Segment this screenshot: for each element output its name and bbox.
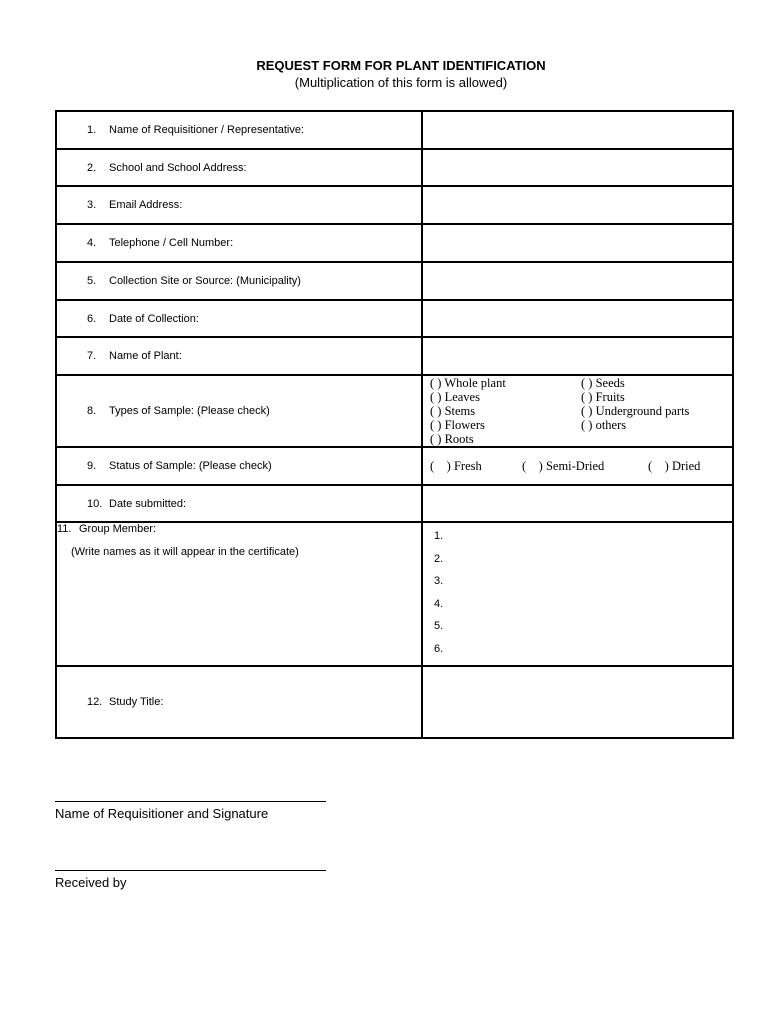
plant-name-field[interactable] xyxy=(422,337,733,375)
checkbox-seeds[interactable]: ( ) Seeds xyxy=(581,376,625,390)
member-line-6[interactable]: 6. xyxy=(434,642,444,655)
study-title-field[interactable] xyxy=(422,666,733,738)
checkbox-whole-plant[interactable]: ( ) Whole plant xyxy=(430,376,506,390)
sample-status-options xyxy=(422,447,733,485)
member-line-3[interactable]: 3. xyxy=(434,575,444,587)
table-row: 11. Group Member: (Write names as it will appear in the certificate) 1. 2. 3. 4. 5. 6. xyxy=(56,522,733,666)
sample-type-options xyxy=(422,375,733,447)
form-title: REQUEST FORM FOR PLANT IDENTIFICATION xyxy=(256,58,546,73)
table-row: 3. Email Address: xyxy=(56,186,733,224)
form-subtitle: (Multiplication of this form is allowed) xyxy=(294,75,508,90)
table-row: 6. Date of Collection: xyxy=(56,300,733,337)
table-row: 4. Telephone / Cell Number: xyxy=(56,224,733,262)
requisitioner-signature-label: Name of Requisitioner and Signature xyxy=(55,806,269,821)
row-label: Name of Requisitioner / Representative: xyxy=(109,124,305,136)
checkbox-underground-parts[interactable]: ( ) Underground parts xyxy=(581,404,690,418)
request-form-table xyxy=(55,110,734,739)
member-line-4[interactable]: 4. xyxy=(434,597,444,610)
member-line-1[interactable]: 1. xyxy=(434,530,444,542)
row-label: Telephone / Cell Number: xyxy=(109,237,234,249)
table-row: 10. Date submitted: xyxy=(56,485,733,522)
received-by-line[interactable] xyxy=(55,870,326,871)
row-label: Email Address: xyxy=(109,199,183,211)
row-label: Name of Plant: xyxy=(109,350,182,362)
checkbox-flowers[interactable]: ( ) Flowers xyxy=(430,418,485,432)
row-label: School and School Address: xyxy=(109,161,247,174)
checkbox-semi-dried[interactable]: ( ) Semi-Dried xyxy=(522,458,605,473)
signature-line[interactable] xyxy=(55,801,326,802)
requisitioner-name-field[interactable] xyxy=(422,111,733,149)
row-label: Status of Sample: (Please check) xyxy=(109,460,272,472)
row-label: Group Member: xyxy=(79,523,157,535)
row-label: Types of Sample: (Please check) xyxy=(109,405,270,417)
member-line-5[interactable]: 5. xyxy=(434,620,444,632)
checkbox-stems[interactable]: ( ) Stems xyxy=(430,404,476,418)
checkbox-leaves[interactable]: ( ) Leaves xyxy=(430,390,480,404)
table-row: 12. Study Title: xyxy=(56,666,733,738)
date-submitted-field[interactable] xyxy=(422,485,733,522)
checkbox-fruits[interactable]: ( ) Fruits xyxy=(581,390,625,404)
row-label: Study Title: xyxy=(109,696,164,708)
table-row: 1. Name of Requisitioner / Representative: xyxy=(56,111,733,149)
telephone-field[interactable] xyxy=(422,224,733,262)
checkbox-others[interactable]: ( ) others xyxy=(581,418,627,432)
checkbox-dried[interactable]: ( ) Dried xyxy=(648,458,701,473)
email-field[interactable] xyxy=(422,186,733,224)
table-row: 2. School and School Address: xyxy=(56,149,733,186)
row-label: Date submitted: xyxy=(109,497,187,510)
group-members-field[interactable] xyxy=(422,522,733,666)
checkbox-roots[interactable]: ( ) Roots xyxy=(430,432,474,446)
member-line-2[interactable]: 2. xyxy=(434,552,444,565)
table-row: 5. Collection Site or Source: (Municipality) xyxy=(56,262,733,300)
received-by-label: Received by xyxy=(55,875,127,890)
table-row: 8. Types of Sample: (Please check) ( ) Whole plant ( ) Seeds ( ) Leaves ( ) Fruits ( ) Stems ( ) Underground parts ( ) Flowers ( ) others ( ) Roots xyxy=(56,375,733,447)
checkbox-fresh[interactable]: ( ) Fresh xyxy=(430,458,482,473)
collection-date-field[interactable] xyxy=(422,300,733,337)
collection-site-field[interactable] xyxy=(422,262,733,300)
table-row: 7. Name of Plant: xyxy=(56,337,733,375)
school-address-field[interactable] xyxy=(422,149,733,186)
table-row: 9. Status of Sample: (Please check) ( ) Fresh ( ) Semi-Dried ( ) Dried xyxy=(56,447,733,485)
row-label: Collection Site or Source: (Municipality) xyxy=(109,275,301,287)
row-label: Date of Collection: xyxy=(109,312,199,325)
group-member-note: (Write names as it will appear in the certificate) xyxy=(71,546,299,558)
